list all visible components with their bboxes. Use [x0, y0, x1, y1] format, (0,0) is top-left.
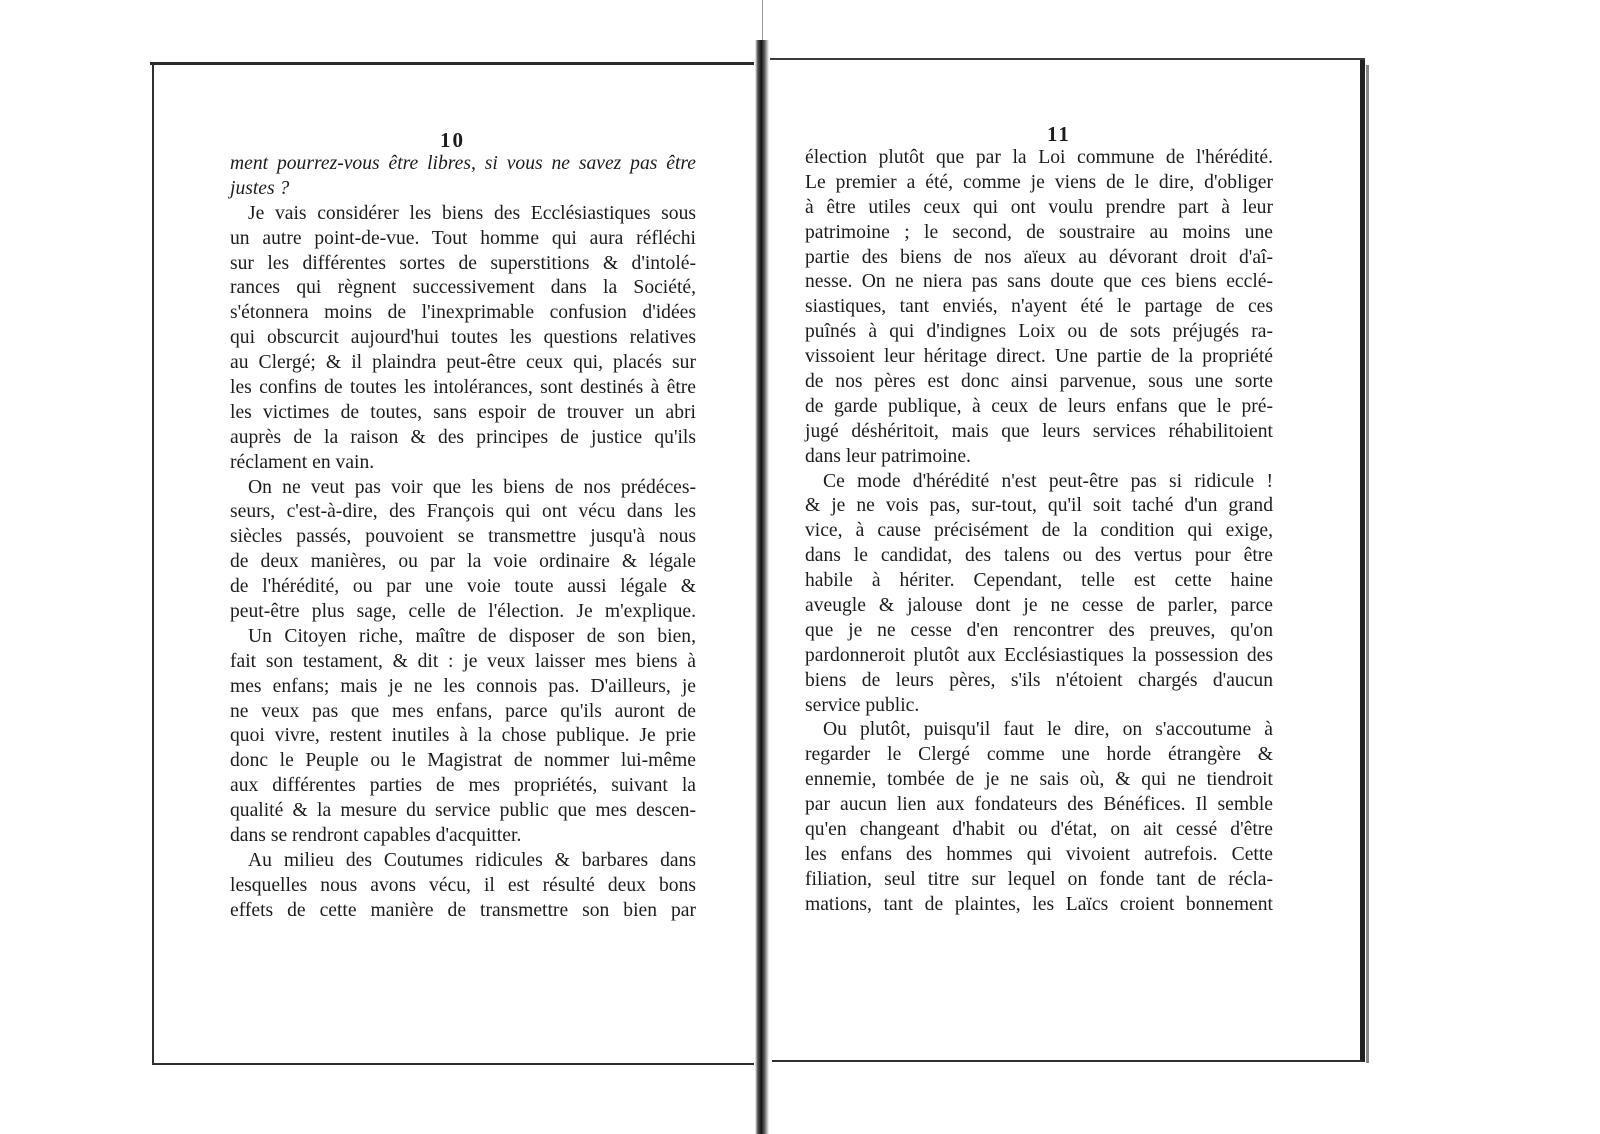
text-line: jugé déshéritoit, mais que leurs services réhabilitoient — [805, 420, 1273, 442]
text-line: partie des biens de nos aïeux au dévorant droit d'aî- — [805, 246, 1273, 268]
text-line: les confins de toutes les intolérances, sont destinés à être — [230, 377, 696, 399]
right-page-number: 11 — [1047, 122, 1071, 146]
text-line: qui obscurcit aujourd'hui toutes les questions relatives — [230, 327, 696, 349]
text-line: patrimoine ; le second, de soustraire au moins une — [805, 221, 1273, 243]
text-line: dans leur patrimoine. — [805, 445, 971, 467]
text-line: donc le Peuple ou le Magistrat de nommer lui-même — [230, 750, 696, 772]
text-line: à être utiles ceux qui ont voulu prendre part à leur — [805, 196, 1273, 218]
text-line: Au milieu des Coutumes ridicules & barbares dans — [248, 849, 696, 871]
text-line: quoi vivre, restent inutiles à la chose publique. Je prie — [230, 725, 696, 747]
text-line: siècles passés, pouvoient se transmettre jusqu'à nous — [230, 526, 696, 548]
text-line: auprès de la raison & des principes de justice qu'ils — [230, 426, 696, 448]
text-line: dans le candidat, des talens ou des vertus pour être — [805, 545, 1273, 567]
text-line: filiation, seul titre sur lequel on fonde tant de récla- — [805, 868, 1273, 890]
left-page-number: 10 — [440, 128, 465, 152]
book-gutter — [755, 40, 769, 1134]
text-line: puînés à qui d'indignes Loix ou de sots préjugés ra- — [805, 321, 1273, 343]
text-line: justes ? — [230, 177, 290, 199]
text-line: ne veux pas que mes enfans, parce qu'ils auront de — [230, 700, 696, 722]
text-line: Ce mode d'hérédité n'est peut-être pas si ridicule ! — [823, 470, 1273, 492]
text-line: pardonneroit plutôt aux Ecclésiastiques la possession des — [805, 644, 1273, 666]
left-page-text — [230, 152, 696, 924]
text-line: aveugle & jalouse dont je ne cesse de parler, parce — [805, 595, 1273, 617]
right-page-text — [805, 146, 1273, 918]
text-line: de garde publique, à ceux de leurs enfans que le pré- — [805, 395, 1273, 417]
text-line: de l'hérédité, ou par une voie toute aussi légale & — [230, 576, 696, 598]
text-line: au Clergé; & il plaindra peut-être ceux qui, placés sur — [230, 352, 696, 374]
text-line: de deux manières, ou par la voie ordinaire & légale — [230, 551, 696, 573]
text-line: sur les différentes sortes de superstitions & d'intolé- — [230, 252, 696, 274]
text-line: & je ne vois pas, sur-tout, qu'il soit taché d'un grand — [805, 495, 1273, 517]
text-line: les victimes de toutes, sans espoir de trouver un abri — [230, 401, 696, 423]
text-line: élection plutôt que par la Loi commune de l'hérédité. — [805, 147, 1273, 168]
text-line: Un Citoyen riche, maître de disposer de son bien, — [248, 625, 696, 647]
text-line: dans se rendront capables d'acquitter. — [230, 825, 522, 847]
text-line: habile à hériter. Cependant, telle est cette haine — [805, 570, 1273, 592]
text-line: regarder le Clergé comme une horde étrangère & — [805, 744, 1273, 766]
text-line: aux différentes parties de mes propriétés, suivant la — [230, 775, 696, 797]
text-line: vice, à cause précisément de la condition qui exige, — [805, 520, 1273, 542]
text-line: mes enfans; mais je ne les connois pas. D'ailleurs, je — [230, 675, 696, 697]
text-line: un autre point-de-vue. Tout homme qui aura réfléchi — [230, 227, 696, 249]
text-line: s'étonnera moins de l'inexprimable confusion d'idées — [230, 302, 696, 324]
text-line: lesquelles nous avons vécu, il est résulté deux bons — [230, 874, 696, 896]
text-line: réclament en vain. — [230, 451, 375, 473]
text-line: Ou plutôt, puisqu'il faut le dire, on s'accoutume à — [823, 719, 1273, 741]
gutter-tick — [762, 0, 763, 40]
text-line: biens de leurs pères, s'ils n'étoient chargés d'aucun — [805, 669, 1273, 691]
text-line: les enfans des hommes qui vivoient autrefois. Cette — [805, 843, 1273, 865]
text-line: Je vais considérer les biens des Ecclésiastiques sous — [248, 202, 696, 224]
text-line: peut-être plus sage, celle de l'élection. Je m'explique. — [230, 601, 696, 623]
text-line: rances qui règnent successivement dans la Société, — [230, 277, 696, 299]
text-line: Le premier a été, comme je viens de le dire, d'obliger — [805, 171, 1273, 193]
text-line: fait son testament, & dit : je veux laisser mes biens à — [230, 650, 696, 672]
text-line: qualité & la mesure du service public que mes descen- — [230, 800, 696, 822]
text-line: effets de cette manière de transmettre son bien par — [230, 899, 696, 921]
text-line: par aucun lien aux fondateurs des Bénéfices. Il semble — [805, 794, 1273, 816]
text-line: qu'en changeant d'habit ou d'état, on ait cessé d'être — [805, 819, 1273, 841]
text-line: nesse. On ne niera pas sans doute que ces biens ecclé- — [805, 271, 1273, 293]
text-line: service public. — [805, 694, 920, 716]
text-line: seurs, c'est-à-dire, des François qui ont vécu dans les — [230, 501, 696, 523]
text-line: ennemie, tombée de je ne sais où, & qui ne tiendroit — [805, 769, 1273, 791]
text-line: que je ne cesse d'en rencontrer des preuves, qu'on — [805, 619, 1273, 641]
right-page-edge — [1366, 65, 1369, 1063]
text-line: de nos pères est donc ainsi parvenue, sous une sorte — [805, 371, 1273, 393]
text-line: mations, tant de plaintes, les Laïcs croient bonnement — [805, 893, 1273, 915]
text-line: ment pourrez-vous être libres, si vous ne savez pas être — [230, 153, 696, 174]
text-line: vissoient leur héritage direct. Une partie de la propriété — [805, 346, 1273, 368]
text-line: siastiques, tant enviés, n'ayent été le partage de ces — [805, 296, 1273, 318]
text-line: On ne veut pas voir que les biens de nos prédéces- — [248, 476, 696, 498]
